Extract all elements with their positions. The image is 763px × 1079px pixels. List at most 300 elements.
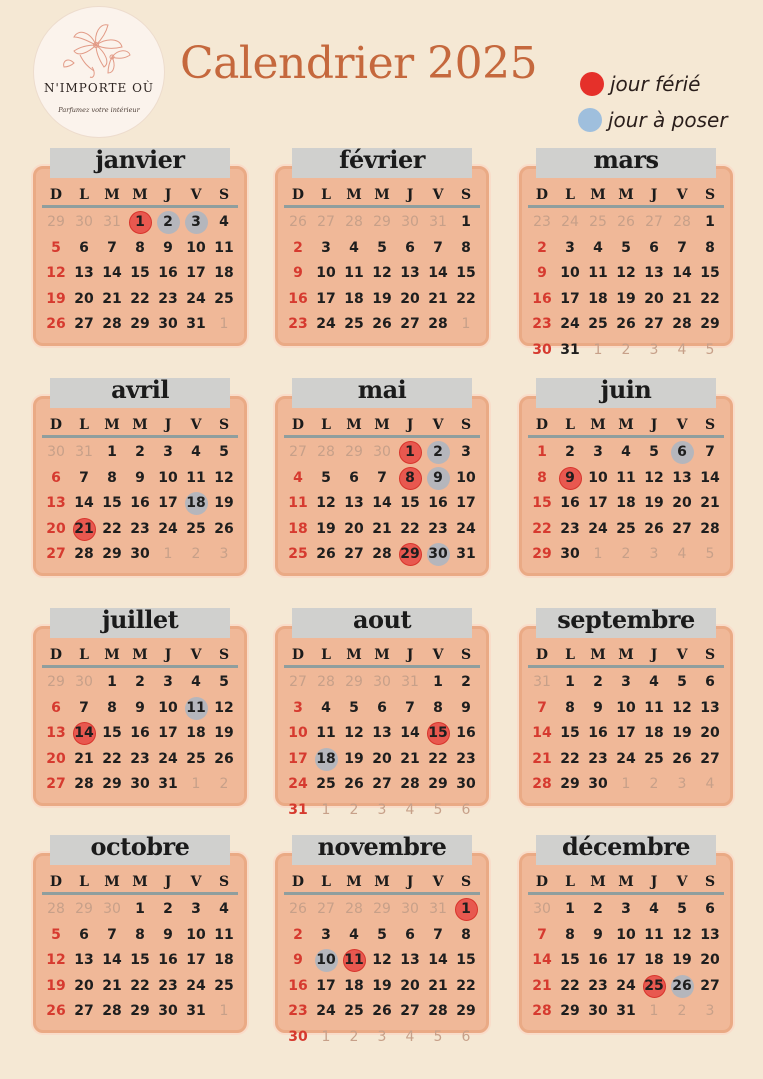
day-cell: 26 <box>644 520 664 537</box>
weekday-label: L <box>79 417 89 433</box>
day-cell: 29 <box>428 776 448 792</box>
day-cell: 10 <box>288 725 308 741</box>
day-cell: 20 <box>74 977 94 994</box>
day-cell: 26 <box>46 1003 66 1019</box>
day-cell: 5 <box>377 926 387 943</box>
day-cell: 2 <box>593 674 603 690</box>
weekday-label: M <box>346 874 362 890</box>
day-cell-holiday: 1 <box>126 210 154 236</box>
day-cell: 1 <box>705 214 715 230</box>
day-cell: 26 <box>372 316 392 332</box>
month-name: octobre <box>90 831 190 861</box>
weekday-label: M <box>590 187 606 203</box>
day-cell: 10 <box>186 926 206 943</box>
day-cell-outside: 24 <box>561 214 579 230</box>
weekday-label: D <box>49 647 63 663</box>
month-février <box>275 144 489 346</box>
day-cell: 17 <box>158 725 178 741</box>
day-cell: 3 <box>163 444 173 460</box>
day-cell-outside: 26 <box>289 214 307 230</box>
month-novembre <box>275 831 489 1045</box>
month-tab <box>292 604 472 638</box>
day-cell-outside: 6 <box>461 1028 471 1045</box>
month-name: décembre <box>561 831 691 861</box>
day-cell: 4 <box>649 674 659 690</box>
day-cell: 6 <box>79 239 89 256</box>
day-cell: 29 <box>130 1003 150 1019</box>
day-cell: 18 <box>644 725 664 741</box>
weekday-label: D <box>291 647 305 663</box>
day-cell: 28 <box>428 316 448 332</box>
day-cell: 31 <box>186 316 206 332</box>
month-tab <box>536 831 716 865</box>
day-cell: 6 <box>349 469 359 486</box>
day-cell-outside: 27 <box>317 901 335 917</box>
day-cell-outside: 1 <box>649 1003 659 1019</box>
day-cell: 7 <box>107 239 117 256</box>
weekday-label: M <box>132 647 148 663</box>
weekday-label: M <box>104 187 120 203</box>
month-septembre <box>519 604 733 806</box>
weekday-header <box>42 645 238 668</box>
day-cell: 31 <box>288 801 308 818</box>
month-juin <box>519 374 733 576</box>
days-grid <box>42 670 238 798</box>
day-cell: 27 <box>46 546 66 562</box>
day-cell: 18 <box>344 977 364 994</box>
day-cell: 16 <box>158 265 178 281</box>
days-grid <box>528 440 724 568</box>
weekday-header <box>284 185 480 208</box>
day-cell: 29 <box>560 1003 580 1019</box>
day-cell-outside: 25 <box>589 214 607 230</box>
day-cell: 3 <box>191 901 201 917</box>
day-cell: 11 <box>288 495 308 511</box>
day-cell: 22 <box>130 290 150 307</box>
weekday-label: D <box>291 874 305 890</box>
day-cell: 15 <box>560 725 580 741</box>
day-cell: 13 <box>644 265 664 281</box>
day-cell-outside: 3 <box>377 801 387 818</box>
weekday-label: J <box>164 874 172 890</box>
weekday-label: L <box>79 647 89 663</box>
day-cell-outside: 4 <box>677 546 687 562</box>
day-cell-leave: 18 <box>182 491 210 517</box>
day-cell: 21 <box>102 290 122 307</box>
day-cell: 8 <box>135 926 145 943</box>
weekday-label: S <box>704 647 716 663</box>
day-cell-holiday: 11 <box>340 948 368 974</box>
weekday-label: S <box>704 417 716 433</box>
day-cell: 10 <box>560 265 580 281</box>
weekday-label: V <box>432 647 444 663</box>
day-cell: 10 <box>316 265 336 281</box>
day-cell: 4 <box>621 444 631 460</box>
day-cell: 13 <box>700 699 720 716</box>
weekday-label: D <box>535 187 549 203</box>
blue-dot-icon <box>578 108 602 132</box>
weekday-label: J <box>406 417 414 433</box>
day-cell-outside: 4 <box>405 1028 415 1045</box>
day-cell-outside: 1 <box>593 546 603 562</box>
day-cell: 19 <box>46 977 66 994</box>
day-cell-outside: 31 <box>401 674 419 690</box>
day-cell-outside: 29 <box>373 901 391 917</box>
month-name: novembre <box>317 831 447 861</box>
day-cell: 22 <box>130 977 150 994</box>
day-cell: 17 <box>616 952 636 968</box>
day-cell-outside: 4 <box>677 341 687 358</box>
day-cell-outside: 26 <box>289 901 307 917</box>
day-cell: 30 <box>456 776 476 792</box>
day-cell: 2 <box>163 901 173 917</box>
month-tab <box>50 604 230 638</box>
day-cell: 17 <box>186 265 206 281</box>
days-grid <box>284 670 480 823</box>
day-cell: 11 <box>644 699 664 716</box>
day-cell: 17 <box>456 495 476 511</box>
day-cell-leave: 30 <box>424 542 452 568</box>
day-cell-outside: 1 <box>219 316 229 332</box>
day-cell: 9 <box>293 265 303 281</box>
day-cell: 16 <box>130 495 150 511</box>
day-cell: 20 <box>400 977 420 994</box>
day-cell-outside: 2 <box>621 341 631 358</box>
month-aout <box>275 604 489 818</box>
day-cell-outside: 3 <box>705 1003 715 1019</box>
day-cell: 20 <box>46 520 66 537</box>
day-cell-outside: 29 <box>345 444 363 460</box>
day-cell: 27 <box>74 316 94 332</box>
weekday-label: S <box>218 874 230 890</box>
weekday-label: M <box>618 874 634 890</box>
weekday-label: S <box>704 874 716 890</box>
day-cell: 12 <box>344 725 364 741</box>
weekday-label: M <box>374 187 390 203</box>
day-cell: 2 <box>537 239 547 256</box>
weekday-label: M <box>132 187 148 203</box>
day-cell: 14 <box>672 265 692 281</box>
day-cell: 3 <box>621 674 631 690</box>
weekday-label: V <box>190 874 202 890</box>
weekday-label: S <box>460 417 472 433</box>
day-cell: 22 <box>700 290 720 307</box>
day-cell: 26 <box>344 776 364 792</box>
day-cell: 28 <box>400 776 420 792</box>
day-cell: 1 <box>433 674 443 690</box>
day-cell-outside: 5 <box>433 1028 443 1045</box>
day-cell: 15 <box>130 265 150 281</box>
day-cell: 8 <box>107 469 117 486</box>
day-cell-outside: 28 <box>345 901 363 917</box>
day-cell: 9 <box>135 699 145 716</box>
day-cell-leave: 2 <box>424 440 452 466</box>
day-cell: 26 <box>372 1003 392 1019</box>
day-cell-outside: 31 <box>75 444 93 460</box>
weekday-label: M <box>132 874 148 890</box>
month-tab <box>536 604 716 638</box>
day-cell: 17 <box>316 290 336 307</box>
weekday-header <box>284 872 480 895</box>
day-cell: 2 <box>593 901 603 917</box>
day-cell: 8 <box>705 239 715 256</box>
day-cell: 24 <box>588 520 608 537</box>
weekday-label: J <box>164 647 172 663</box>
day-cell: 21 <box>74 750 94 767</box>
day-cell: 27 <box>644 316 664 332</box>
weekday-label: S <box>460 187 472 203</box>
weekday-label: D <box>535 647 549 663</box>
day-cell: 10 <box>588 469 608 486</box>
day-cell: 3 <box>565 239 575 256</box>
day-cell: 1 <box>565 901 575 917</box>
day-cell-holiday: 25 <box>640 974 668 1000</box>
day-cell-outside: 30 <box>75 674 93 690</box>
month-tab <box>536 144 716 178</box>
weekday-label: V <box>432 417 444 433</box>
month-tab <box>50 144 230 178</box>
day-cell: 23 <box>532 316 552 332</box>
day-cell: 20 <box>74 290 94 307</box>
weekday-label: L <box>79 187 89 203</box>
day-cell: 8 <box>461 239 471 256</box>
weekday-label: M <box>104 647 120 663</box>
weekday-label: M <box>590 874 606 890</box>
month-juillet <box>33 604 247 806</box>
month-name: février <box>339 144 425 174</box>
day-cell: 6 <box>705 674 715 690</box>
day-cell: 29 <box>700 316 720 332</box>
day-cell: 6 <box>51 469 61 486</box>
day-cell: 12 <box>644 469 664 486</box>
day-cell: 7 <box>405 699 415 716</box>
month-janvier <box>33 144 247 346</box>
day-cell: 8 <box>107 699 117 716</box>
day-cell: 3 <box>293 699 303 716</box>
day-cell: 3 <box>593 444 603 460</box>
day-cell: 16 <box>456 725 476 741</box>
day-cell: 7 <box>79 699 89 716</box>
day-cell: 1 <box>107 674 117 690</box>
day-cell-holiday: 21 <box>70 517 98 543</box>
day-cell: 22 <box>532 520 552 537</box>
day-cell: 8 <box>565 699 575 716</box>
days-grid <box>528 210 724 363</box>
days-grid <box>284 210 480 338</box>
day-cell: 16 <box>588 952 608 968</box>
day-cell: 11 <box>616 469 636 486</box>
day-cell-outside: 5 <box>705 341 715 358</box>
day-cell-outside: 26 <box>617 214 635 230</box>
day-cell: 2 <box>135 444 145 460</box>
legend-leave-label: jour à poser <box>608 108 728 132</box>
day-cell: 7 <box>537 699 547 716</box>
day-cell: 5 <box>321 469 331 486</box>
day-cell: 31 <box>456 546 476 562</box>
day-cell: 18 <box>616 495 636 511</box>
day-cell: 12 <box>46 265 66 281</box>
day-cell: 24 <box>316 316 336 332</box>
day-cell: 29 <box>102 546 122 562</box>
day-cell: 27 <box>672 520 692 537</box>
month-tab <box>292 144 472 178</box>
day-cell: 14 <box>428 265 448 281</box>
day-cell: 31 <box>186 1003 206 1019</box>
day-cell: 22 <box>456 977 476 994</box>
day-cell-outside: 3 <box>219 546 229 562</box>
day-cell: 4 <box>649 901 659 917</box>
day-cell-holiday: 1 <box>396 440 424 466</box>
day-cell: 6 <box>405 926 415 943</box>
days-grid <box>284 897 480 1050</box>
day-cell: 26 <box>616 316 636 332</box>
day-cell: 9 <box>537 265 547 281</box>
day-cell: 19 <box>644 495 664 511</box>
day-cell: 11 <box>344 265 364 281</box>
day-cell-outside: 5 <box>433 801 443 818</box>
day-cell: 15 <box>456 952 476 968</box>
day-cell: 14 <box>102 952 122 968</box>
day-cell: 16 <box>130 725 150 741</box>
day-cell: 5 <box>219 444 229 460</box>
day-cell: 9 <box>593 926 603 943</box>
day-cell: 2 <box>461 674 471 690</box>
weekday-label: D <box>291 417 305 433</box>
weekday-label: L <box>565 417 575 433</box>
month-name: mai <box>357 374 407 404</box>
day-cell-outside: 2 <box>349 801 359 818</box>
weekday-label: J <box>650 874 658 890</box>
day-cell: 25 <box>186 750 206 767</box>
day-cell-outside: 28 <box>317 674 335 690</box>
day-cell: 22 <box>102 750 122 767</box>
day-cell: 23 <box>158 977 178 994</box>
weekday-label: L <box>565 187 575 203</box>
day-cell: 7 <box>433 926 443 943</box>
day-cell-outside: 2 <box>621 546 631 562</box>
day-cell: 23 <box>158 290 178 307</box>
day-cell-outside: 6 <box>461 801 471 818</box>
day-cell: 24 <box>186 977 206 994</box>
weekday-label: D <box>291 187 305 203</box>
weekday-label: J <box>406 647 414 663</box>
weekday-label: S <box>218 187 230 203</box>
day-cell: 17 <box>158 495 178 511</box>
day-cell: 1 <box>537 444 547 460</box>
day-cell: 24 <box>560 316 580 332</box>
weekday-label: D <box>49 187 63 203</box>
day-cell: 21 <box>102 977 122 994</box>
day-cell-outside: 23 <box>533 214 551 230</box>
day-cell: 1 <box>565 674 575 690</box>
brand-tagline: Parfumez votre intérieur <box>58 106 140 114</box>
day-cell: 12 <box>214 699 234 716</box>
weekday-header <box>528 185 724 208</box>
month-tab <box>50 831 230 865</box>
weekday-header <box>42 415 238 438</box>
day-cell: 12 <box>372 265 392 281</box>
weekday-label: M <box>590 647 606 663</box>
weekday-label: M <box>346 647 362 663</box>
day-cell: 5 <box>649 444 659 460</box>
day-cell: 7 <box>433 239 443 256</box>
day-cell: 20 <box>700 952 720 968</box>
day-cell: 12 <box>46 952 66 968</box>
day-cell-outside: 28 <box>47 901 65 917</box>
day-cell: 1 <box>461 214 471 230</box>
day-cell: 30 <box>588 776 608 792</box>
day-cell-outside: 31 <box>103 214 121 230</box>
day-cell: 13 <box>46 495 66 511</box>
day-cell-outside: 2 <box>677 1003 687 1019</box>
day-cell: 5 <box>377 239 387 256</box>
day-cell: 30 <box>532 341 552 358</box>
day-cell: 25 <box>616 520 636 537</box>
day-cell: 10 <box>186 239 206 256</box>
day-cell: 5 <box>51 239 61 256</box>
day-cell: 4 <box>349 239 359 256</box>
day-cell: 22 <box>560 750 580 767</box>
day-cell: 17 <box>588 495 608 511</box>
day-cell: 3 <box>163 674 173 690</box>
day-cell: 28 <box>102 1003 122 1019</box>
day-cell: 11 <box>644 926 664 943</box>
day-cell: 17 <box>560 290 580 307</box>
weekday-label: L <box>321 187 331 203</box>
month-name: avril <box>111 374 169 404</box>
day-cell-outside: 3 <box>377 1028 387 1045</box>
weekday-label: J <box>164 417 172 433</box>
day-cell: 14 <box>372 495 392 511</box>
day-cell: 15 <box>532 495 552 511</box>
day-cell: 4 <box>191 444 201 460</box>
day-cell: 30 <box>288 1028 308 1045</box>
day-cell: 31 <box>158 776 178 792</box>
day-cell: 6 <box>377 699 387 716</box>
month-name: septembre <box>557 604 695 634</box>
day-cell: 25 <box>214 290 234 307</box>
day-cell: 23 <box>288 316 308 332</box>
day-cell-outside: 27 <box>289 674 307 690</box>
day-cell-outside: 4 <box>405 801 415 818</box>
weekday-label: M <box>104 417 120 433</box>
day-cell-outside: 29 <box>345 674 363 690</box>
day-cell-outside: 30 <box>533 901 551 917</box>
day-cell: 28 <box>102 316 122 332</box>
day-cell: 7 <box>677 239 687 256</box>
day-cell: 20 <box>672 495 692 511</box>
weekday-label: L <box>321 874 331 890</box>
day-cell: 24 <box>288 776 308 792</box>
day-cell: 19 <box>372 290 392 307</box>
day-cell: 30 <box>560 546 580 562</box>
day-cell: 30 <box>158 316 178 332</box>
day-cell: 24 <box>316 1003 336 1019</box>
day-cell: 13 <box>74 952 94 968</box>
day-cell: 3 <box>321 239 331 256</box>
day-cell: 16 <box>428 495 448 511</box>
weekday-label: S <box>460 647 472 663</box>
weekday-label: D <box>49 417 63 433</box>
day-cell: 19 <box>372 977 392 994</box>
day-cell: 13 <box>46 725 66 741</box>
day-cell: 5 <box>219 674 229 690</box>
day-cell: 18 <box>214 265 234 281</box>
days-grid <box>528 670 724 798</box>
weekday-label: L <box>321 417 331 433</box>
day-cell: 26 <box>316 546 336 562</box>
days-grid <box>42 440 238 568</box>
